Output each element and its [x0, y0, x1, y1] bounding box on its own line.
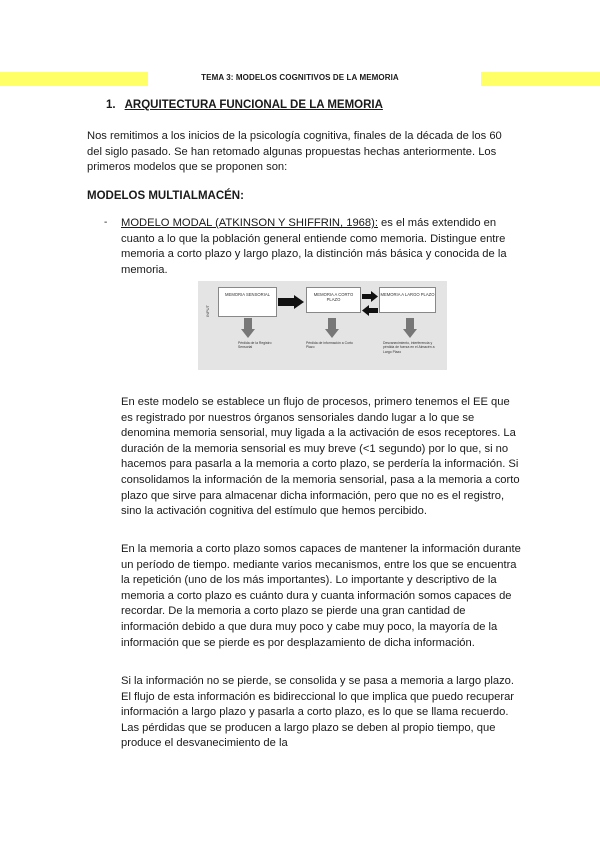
- long-term-memory-box: MEMORIA A LARGO PLAZO: [379, 287, 436, 313]
- bullet-marker: -: [104, 217, 108, 228]
- bullet-lead: MODELO MODAL (ATKINSON Y SHIFFRIN, 1968):: [121, 217, 378, 229]
- short-term-loss-caption: Pérdida de información a Corto Plazo: [306, 341, 353, 350]
- body-paragraph: Si la información no se pierde, se consolida y se pasa a memoria a largo plazo. El flujo de esta información es bidireccional lo que implica que puedo recuperar información a largo plazo y pasarla a corto plazo, es lo que se llama recuerdo. Las pérdidas que se producen a largo plazo se deben al propio tiempo, que produce el desvanecimiento de la: [121, 675, 515, 750]
- arrow-right-icon: [278, 295, 304, 309]
- bullet-text: es el más extendido en cuanto a lo que la población general entiende como memoria. Distingue entre memoria a corto plazo y largo plazo, la distinción más básica y conocida de la memoria.: [121, 217, 507, 276]
- subheading: MODELOS MULTIALMACÉN:: [87, 190, 244, 202]
- body-paragraph: En la memoria a corto plazo somos capaces de mantener la información durante un período de tiempo. mediante varios mecanismos, entre los que se encuentra la repetición (uno de los más importantes). Lo importante y descriptivo de la memoria a corto plazo es cuánto dura y cuanta información somos capaces de recordar. De la memoria a corto plazo se pierde una gran cantidad de información debido a que dura muy poco y cabe muy poco, la mayoría de la información que se pierde es por desplazamiento de dicha información.: [121, 543, 521, 649]
- document-title: TEMA 3: MODELOS COGNITIVOS DE LA MEMORIA: [201, 73, 399, 82]
- sensory-memory-box: MEMORIA SENSORIAL: [218, 287, 277, 317]
- body-paragraph: En este modelo se establece un flujo de procesos, primero tenemos el EE que es registrado por nuestros órganos sensoriales dando lugar a lo que se denomina memoria sensorial, muy ligada a la activación de esos receptores. La duración de la memoria sensorial es muy breve (<1 segundo) por lo que, si no hacemos para pasarla a la memoria a corto plazo, se perdería la información. Si consolidamos la información de la memoria sensorial, pasa a la memoria a corto plazo que sirve para almacenar dicha información, pero que no es el registro, sino la activación cognitiva del estímulo que hemos percibido.: [121, 396, 520, 518]
- sensory-loss-caption: Pérdida de la Registro Sensorial: [238, 341, 272, 350]
- section-heading: [106, 99, 383, 111]
- section-title: ARQUITECTURA FUNCIONAL DE LA MEMORIA: [124, 99, 383, 111]
- arrow-down-icon: [241, 318, 255, 338]
- section-number: 1.: [106, 99, 116, 111]
- arrow-down-icon: [325, 318, 339, 338]
- memory-model-diagram: [198, 281, 447, 370]
- arrow-left-icon: [362, 305, 378, 316]
- arrow-right-icon: [362, 291, 378, 302]
- bullet-item: [121, 216, 513, 278]
- input-label: INPUT: [205, 305, 210, 317]
- intro-paragraph: Nos remitimos a los inicios de la psicología cognitiva, finales de la década de los 60 del siglo pasado. Se han retomado algunas propuestas hechas anteriormente. Los primeros modelos que se proponen son:: [87, 130, 502, 174]
- arrow-down-icon: [403, 318, 417, 338]
- long-term-loss-caption: Desvanecimiento, interferencia y pérdida de fuerza en el Almacén a Largo Plazo: [383, 341, 435, 354]
- short-term-memory-box: MEMORIA A CORTO PLAZO: [306, 287, 361, 313]
